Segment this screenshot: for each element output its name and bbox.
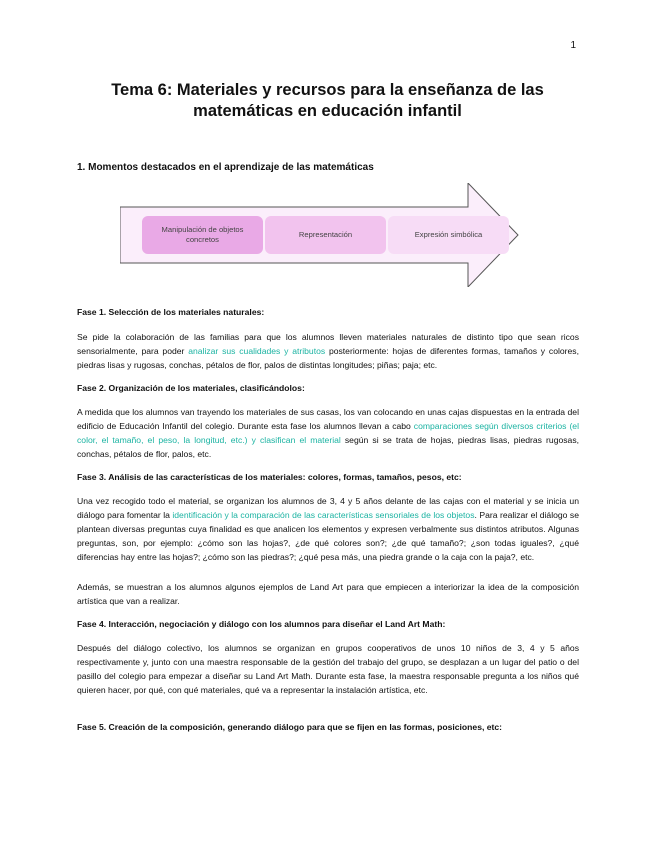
phase-4-paragraph: Después del diálogo colectivo, los alumnos se organizan en grupos cooperativos de unos 10 niños de 3, 4 y 5 años respectivamente y, junto con una maestra responsable de la gestión del trabajo del grupo, se desplazan a un lugar del patio o del pasillo del colegio para empezar a diseñar su Land Art Math. Durante esta fase, la maestra responsable pregunta a los niños qué quieren hacer, por qué, con qué materiales, qué va a representar la instalación artística, etc. — [77, 643, 579, 695]
phase-3-paragraph: Una vez recogido todo el material, se organizan los alumnos de 3, 4 y 5 años delante de las cajas con el material y se inicia un diálogo para fomentar la identificación y la comparación de las características sensoriales de los objetos. Para realizar el diálogo se plantean diversas preguntas cuya finalidad es que analicen los elementos y expresen verbalmente sus distintos atributos. Algunas preguntas, son, por ejemplo: ¿cómo son las hojas?, ¿de qué colores son?; ¿de qué tamaño?; ¿son todas iguales?, ¿qué diferencias hay entre las hojas?; ¿cómo son las piedras?; ¿qué pesa más, una piedra grande o la caja con la paja?, etc. — [77, 496, 579, 562]
phase-5-heading: Fase 5. Creación de la composición, generando diálogo para que se fijen en las formas, posiciones, etc: — [77, 722, 503, 732]
title-line-2: matemáticas en educación infantil — [193, 102, 462, 120]
title-line-1: Tema 6: Materiales y recursos para la enseñanza de las — [111, 81, 544, 99]
step-label-representation: Representación — [298, 230, 353, 239]
page-number: 1 — [570, 40, 576, 51]
step-label-symbolic: Expresión simbólica — [414, 230, 483, 239]
phase-2-paragraph: A medida que los alumnos van trayendo los materiales de sus casas, los van colocando en unas cajas dispuestas en la entrada del edificio de Educación Infantil del colegio. Durante esta fase los alumnos llevan a cabo comparaciones según diversos criterios (el color, el tamaño, el peso, la longitud, etc.) y clasifican el material según si se trata de hojas, piedras lisas, piedras rugosas, conchas, pétalos de flor, palos, etc. — [77, 407, 580, 459]
phase-1-heading: Fase 1. Selección de los materiales naturales: — [77, 307, 265, 317]
phase-3-heading: Fase 3. Análisis de las características de los materiales: colores, formas, tamaños, pesos, etc: — [77, 472, 462, 482]
process-diagram — [120, 183, 520, 287]
section-heading: 1. Momentos destacados en el aprendizaje de las matemáticas — [77, 162, 374, 173]
page-title — [60, 80, 595, 122]
step-label-manipulation: Manipulación de objetos concretos — [161, 225, 244, 244]
phase-1-paragraph: Se pide la colaboración de las familias para que los alumnos lleven materiales naturales de distinto tipo que sean ricos sensorialmente, para poder analizar sus cualidades y atributos posteriormente: hojas de diferentes formas, tamaños y colores, piedras lisas y rugosas, conchas, pétalos de flor, palos de distintas longitudes; piñas; paja; etc. — [77, 332, 579, 370]
phase-4-heading: Fase 4. Interacción, negociación y diálogo con los alumnos para diseñar el Land Art Math: — [77, 619, 446, 629]
phase-3-paragraph-2: Además, se muestran a los alumnos algunos ejemplos de Land Art para que empiecen a interiorizar la idea de la composición artística que van a realizar. — [77, 582, 579, 606]
phase-2-heading: Fase 2. Organización de los materiales, clasificándolos: — [77, 383, 305, 393]
